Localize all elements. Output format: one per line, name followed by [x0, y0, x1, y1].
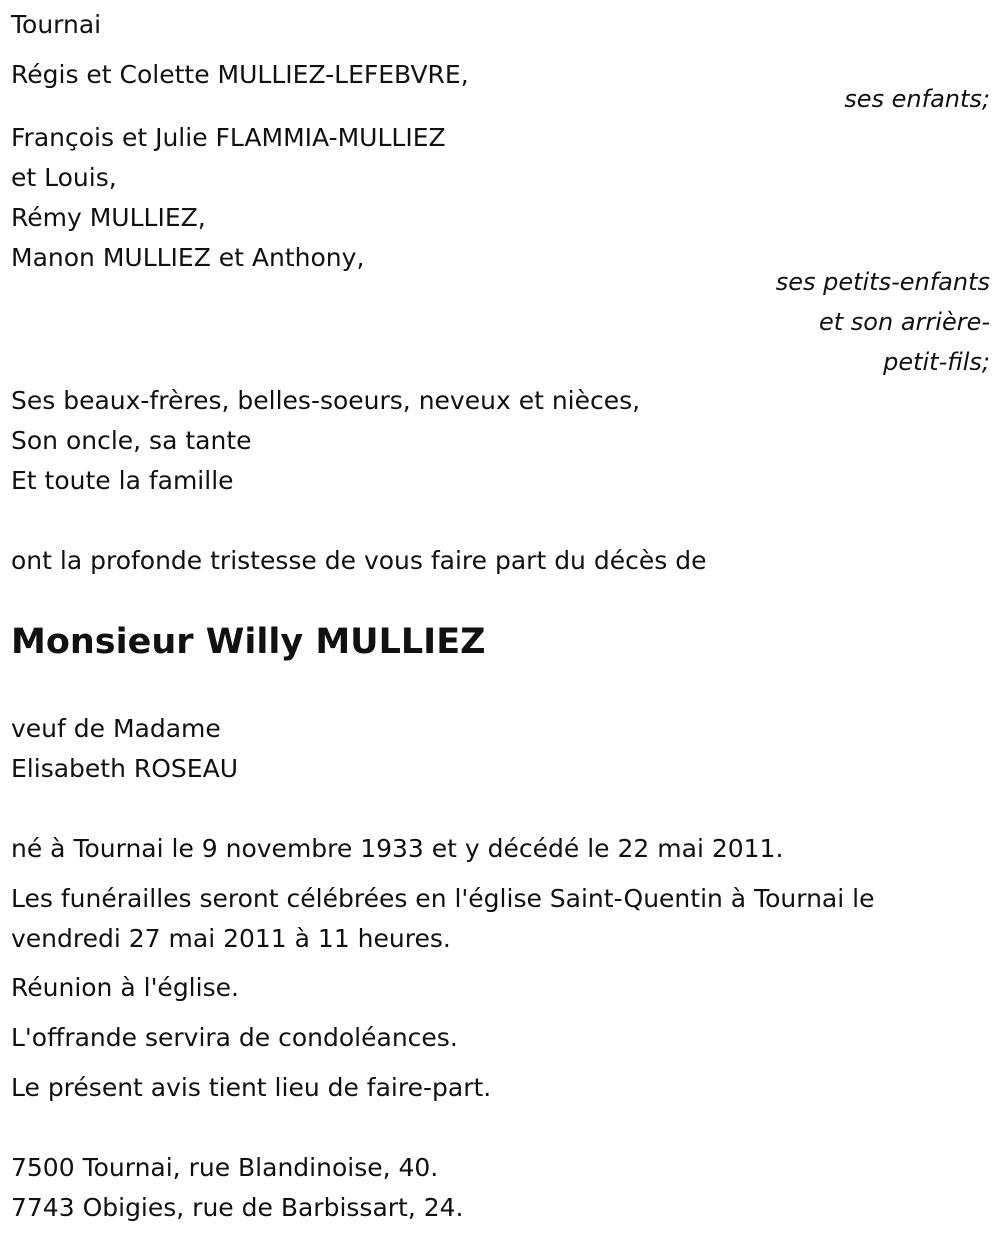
spouse-line: veuf de Madame [11, 714, 221, 743]
extended-family-line: Son oncle, sa tante [11, 426, 252, 455]
children-relation: ses enfants; [844, 85, 990, 113]
extended-family-line: Ses beaux-frères, belles-soeurs, neveux et nièces, [11, 386, 641, 415]
children-names: Régis et Colette MULLIEZ-LEFEBVRE, [11, 60, 469, 89]
grandchild-line: et Louis, [11, 163, 117, 192]
grandchildren-relation-line: et son arrière- [819, 308, 990, 336]
extended-family-line: Et toute la famille [11, 466, 234, 495]
grandchild-line: François et Julie FLAMMIA-MULLIEZ [11, 123, 446, 152]
notice-text: Le présent avis tient lieu de faire-part. [11, 1073, 492, 1102]
announcement-text: ont la profonde tristesse de vous faire part du décès de [11, 546, 707, 575]
grandchild-line: Manon MULLIEZ et Anthony, [11, 243, 365, 272]
deceased-name: Monsieur Willy MULLIEZ [11, 622, 486, 662]
meeting-text: Réunion à l'église. [11, 973, 239, 1002]
funeral-line: Les funérailles seront célébrées en l'église Saint-Quentin à Tournai le [11, 884, 875, 913]
funeral-line: vendredi 27 mai 2011 à 11 heures. [11, 924, 451, 953]
grandchildren-relation-line: petit-fils; [883, 348, 990, 376]
address-line: 7500 Tournai, rue Blandinoise, 40. [11, 1153, 439, 1182]
address-line: 7743 Obigies, rue de Barbissart, 24. [11, 1193, 464, 1222]
birth-death-text: né à Tournai le 9 novembre 1933 et y décédé le 22 mai 2011. [11, 834, 784, 863]
city-header: Tournai [11, 10, 102, 39]
grandchild-line: Rémy MULLIEZ, [11, 203, 206, 232]
spouse-line: Elisabeth ROSEAU [11, 754, 238, 783]
grandchildren-relation-line: ses petits-enfants [775, 268, 990, 296]
offering-text: L'offrande servira de condoléances. [11, 1023, 458, 1052]
